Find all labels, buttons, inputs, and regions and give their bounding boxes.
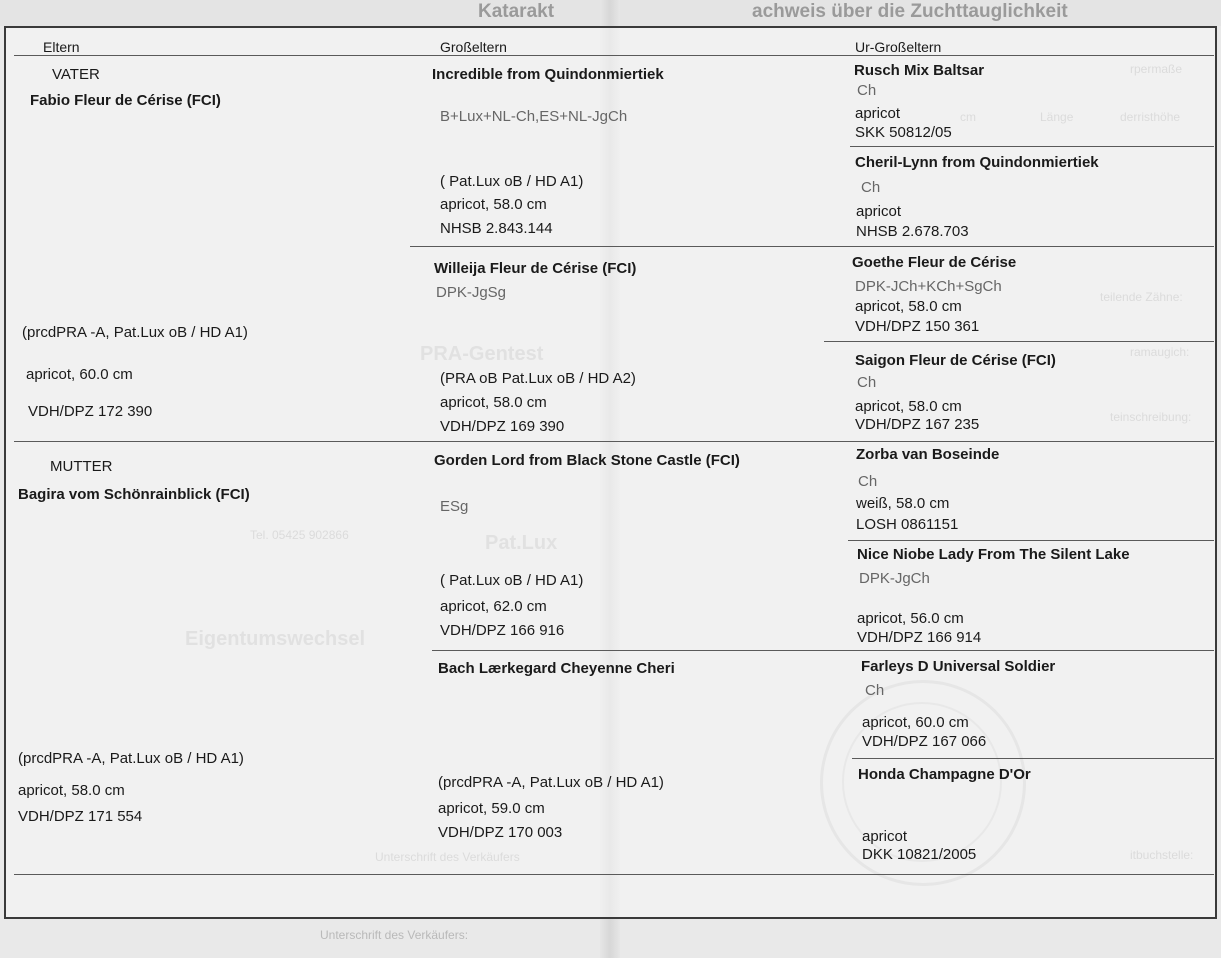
great-grandparent-titles: Ch	[857, 82, 877, 99]
grandparent-registration: VDH/DPZ 166 916	[440, 622, 565, 639]
great-grandparent-color-size: apricot, 58.0 cm	[855, 398, 962, 415]
great-grandparent-registration: LOSH 0861151	[856, 516, 959, 533]
grandparent-divider	[410, 246, 1214, 247]
grandparent-color-size: apricot, 59.0 cm	[438, 800, 545, 817]
great-grandparent-titles: Ch	[865, 682, 885, 699]
father-color-size: apricot, 60.0 cm	[26, 366, 133, 383]
grandparent-registration: NHSB 2.843.144	[440, 220, 553, 237]
great-grandparent-color-size: apricot	[862, 828, 908, 845]
mother-name: Bagira vom Schönrainblick (FCI)	[18, 486, 250, 503]
scan-title-right: Katarakt	[478, 1, 555, 22]
mother-role: MUTTER	[50, 458, 113, 475]
great-grandparent-registration: VDH/DPZ 150 361	[855, 318, 980, 335]
great-grandparent-name: Farleys D Universal Soldier	[861, 658, 1056, 675]
great-grandparent-color-size: apricot, 58.0 cm	[855, 298, 962, 315]
grandparent-color-size: apricot, 58.0 cm	[440, 394, 547, 411]
great-grandparent-divider	[824, 341, 1214, 342]
grandparent-health: ( Pat.Lux oB / HD A1)	[440, 572, 584, 589]
great-grandparent-color-size: apricot	[856, 203, 902, 220]
father-role: VATER	[52, 66, 100, 83]
great-grandparent-titles: Ch	[858, 473, 878, 490]
great-grandparent-name: Cheril-Lynn from Quindonmiertiek	[855, 154, 1099, 171]
grandparent-health: (prcdPRA -A, Pat.Lux oB / HD A1)	[438, 774, 664, 791]
great-grandparent-registration: DKK 10821/2005	[862, 846, 977, 863]
great-grandparent-divider	[850, 146, 1214, 147]
father-registration: VDH/DPZ 172 390	[28, 403, 153, 420]
great-grandparent-registration: VDH/DPZ 167 066	[862, 733, 987, 750]
bottom-rule	[14, 874, 1214, 875]
header-rule	[14, 55, 1214, 56]
grandparent-health: ( Pat.Lux oB / HD A1)	[440, 173, 584, 190]
great-grandparent-name: Honda Champagne D'Or	[858, 766, 1031, 783]
grandparent-titles: DPK-JgSg	[436, 284, 507, 301]
header-grandparents: Großeltern	[440, 39, 507, 55]
grandparent-titles: B+Lux+NL-Ch,ES+NL-JgCh	[440, 108, 628, 125]
father-health: (prcdPRA -A, Pat.Lux oB / HD A1)	[22, 324, 248, 341]
header-parents: Eltern	[43, 39, 80, 55]
grandparent-name: Incredible from Quindonmiertiek	[432, 66, 664, 83]
grandparent-name: Willeija Fleur de Cérise (FCI)	[434, 260, 637, 277]
header-great-grandparents: Ur-Großeltern	[855, 39, 942, 55]
great-grandparent-color-size: apricot, 60.0 cm	[862, 714, 969, 731]
grandparent-divider	[432, 650, 1214, 651]
great-grandparent-registration: VDH/DPZ 166 914	[857, 629, 982, 646]
scan-title-left: achweis über die Zuchttauglichkeit	[752, 1, 1068, 22]
great-grandparent-name: Goethe Fleur de Cérise	[852, 254, 1017, 271]
grandparent-registration: VDH/DPZ 169 390	[440, 418, 565, 435]
great-grandparent-registration: VDH/DPZ 167 235	[855, 416, 980, 433]
great-grandparent-color-size: apricot	[855, 105, 901, 122]
grandparent-name: Bach Lærkegard Cheyenne Cheri	[438, 660, 675, 677]
great-grandparent-divider	[848, 540, 1214, 541]
mother-color-size: apricot, 58.0 cm	[18, 782, 125, 799]
great-grandparent-registration: NHSB 2.678.703	[856, 223, 969, 240]
father-name: Fabio Fleur de Cérise (FCI)	[30, 92, 221, 109]
great-grandparent-titles: Ch	[861, 179, 881, 196]
great-grandparent-name: Nice Niobe Lady From The Silent Lake	[857, 546, 1130, 563]
great-grandparent-name: Saigon Fleur de Cérise (FCI)	[855, 352, 1056, 369]
great-grandparent-name: Zorba van Boseinde	[856, 446, 1000, 463]
great-grandparent-titles: DPK-JgCh	[859, 570, 930, 587]
grandparent-name: Gorden Lord from Black Stone Castle (FCI)	[434, 452, 740, 469]
pedigree-sheet	[4, 26, 1217, 919]
grandparent-color-size: apricot, 58.0 cm	[440, 196, 547, 213]
mother-registration: VDH/DPZ 171 554	[18, 808, 143, 825]
mother-health: (prcdPRA -A, Pat.Lux oB / HD A1)	[18, 750, 244, 767]
great-grandparent-titles: Ch	[857, 374, 877, 391]
grandparent-titles: ESg	[440, 498, 469, 515]
scan-label: Unterschrift des Verkäufers:	[320, 928, 469, 942]
great-grandparent-color-size: weiß, 58.0 cm	[856, 495, 950, 512]
grandparent-registration: VDH/DPZ 170 003	[438, 824, 563, 841]
great-grandparent-name: Rusch Mix Baltsar	[854, 62, 985, 79]
great-grandparent-titles: DPK-JCh+KCh+SgCh	[855, 278, 1002, 295]
grandparent-color-size: apricot, 62.0 cm	[440, 598, 547, 615]
great-grandparent-divider	[852, 758, 1214, 759]
grandparent-health: (PRA oB Pat.Lux oB / HD A2)	[440, 370, 636, 387]
great-grandparent-color-size: apricot, 56.0 cm	[857, 610, 964, 627]
parents-divider	[14, 441, 1214, 442]
great-grandparent-registration: SKK 50812/05	[855, 124, 952, 141]
